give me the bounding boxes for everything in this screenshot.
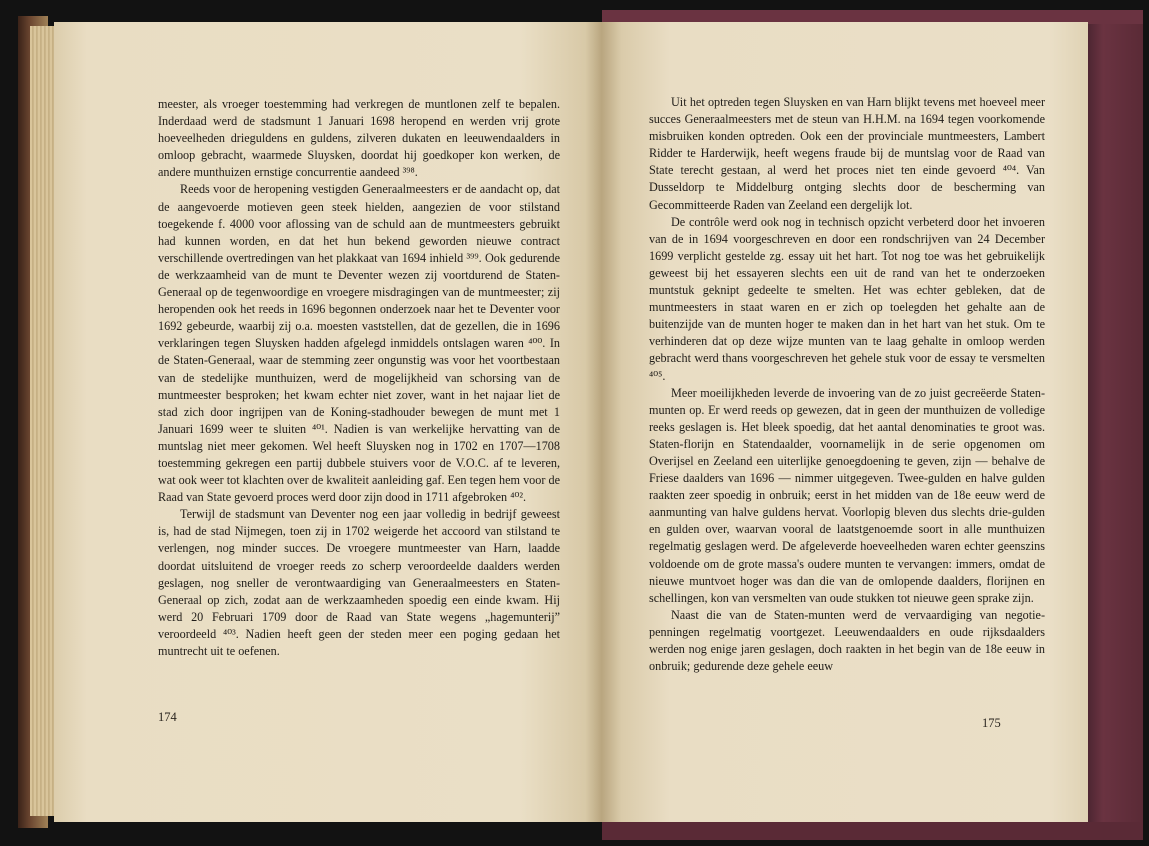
paragraph: Naast die van de Staten-munten werd de vervaardiging van negotie-penningen regelmatig voortgezet. Leeuwendaalders en oude rijksdaalders werden nog enige jaren geslagen, doch raakten in het begin van de 18e eeuw in onbruik; gedurende deze gehele eeuw bbox=[649, 607, 1045, 674]
left-page bbox=[54, 22, 602, 822]
left-page-text bbox=[158, 96, 560, 660]
paragraph: meester, als vroeger toestemming had verkregen de muntlonen zelf te bepalen. Inderdaad werd de stadsmunt 1 Januari 1698 heropend en werden vrij grote hoeveelheden drieguldens en guldens, zilveren dukaten en leeuwendaalders in omloop gebracht, waarmede Sluysken, doordat hij goedkoper kon werken, de andere munthuizen ernstige concurrentie aandeed ³⁹⁸. bbox=[158, 97, 560, 180]
paragraph: Meer moeilijkheden leverde de invoering van de zo juist gecreëerde Staten-munten op. Er werd reeds op gewezen, dat in geen der munthuizen de volledige reeks geslagen is. Het bleek spoedig, dat het aantal denominaties te groot was. Staten-florijn en Statendaalder, voornamelijk in de serie opgenomen om Overijsel en Zeeland een uiterlijke genoegdoening te geven, zijn — behalve de Friese daalders van 1696 — nimmer uitgegeven. Twee-gulden en halve gulden raakten zeer spoedig in onbruik; eerst in het midden van de 18e eeuw werd de aanmunting van halve guldens hervat. Voorlopig bleven dus slechts drie-gulden en gulden over, waarvan vooral de laatstgenoemde soort in alle munthuizen regelmatig geslagen werd. De afgeleverde hoeveelheden waren echter geenszins voldoende om de grote massa's oudere munten te vervangen: immers, omdat de nieuwe muntvoet hoger was dan die van de omlopende daalders, florijnen en schellingen, kon van versmelten van oude stukken tot nieuwe geen sprake zijn. bbox=[649, 385, 1045, 605]
paragraph: Uit het optreden tegen Sluysken en van Harn blijkt tevens met hoeveel meer succes Generaalmeesters met de steun van H.H.M. na 1694 tegen voorkomende misbruiken konden optreden. Ook een der provinciale muntmeesters, Lambert Ridder te Harderwijk, heeft wegens fraude bij de muntslag voor de Raad van State terecht gestaan, al werd het proces niet ten einde gevoerd ⁴⁰⁴. Van Dusseldorp te Middelburg ontging slechts door de bescherming van Gecommitteerde Raden van Zeeland een dergelijk lot. bbox=[649, 95, 1045, 212]
paragraph: Terwijl de stadsmunt van Deventer nog een jaar volledig in bedrijf geweest is, had de stad Nijmegen, toen zij in 1702 weigerde het accoord van stilstand te verlengen, nog minder succes. De vroegere muntmeester van Harn, laadde doordat uitsluitend de vroeger reeds zo scherp veroordeelde daalders werden geslagen, nog sneller de verontwaardiging van Generaalmeesters en Staten-Generaal op zich, zodat aan de werkzaamheden spoedig een einde kwam. Hij werd 20 Februari 1709 door de Raad van State wegens „hagemunterij” veroordeeld ⁴⁰³. Nadien heeft geen der steden meer een poging gedaan het muntrecht uit te oefenen. bbox=[158, 507, 560, 658]
book-cover-bottom bbox=[602, 822, 1143, 840]
page-number: 174 bbox=[158, 710, 177, 724]
page-number: 175 bbox=[982, 716, 1001, 730]
paragraph: De contrôle werd ook nog in technisch opzicht verbeterd door het invoeren van de in 1694 voorgeschreven en door een rondschrijven van 24 December 1699 verplicht gestelde zg. essay uit het hart. Tot nog toe was het gebruikelijk geweest bij het essayeren slechts een uit de rand van het te onderzoeken muntstuk geknipt gedeelte te smelten. Het was echter gebleken, dat de muntmeesters in staat waren en er zich op toelegden het gehalte aan de buitenzijde van de munten hoger te maken dan in het hart van het stuk. Om te verhinderen dat op deze wijze munten van te laag gehalte in omloop werden gebracht werd thans voorgeschreven het gehele stuk voor de essay te versmelten ⁴⁰⁵. bbox=[649, 214, 1045, 383]
right-page bbox=[602, 22, 1088, 822]
open-book bbox=[18, 10, 1143, 840]
right-page-text bbox=[649, 94, 1045, 675]
book-cover-right bbox=[1086, 10, 1143, 840]
paragraph: Reeds voor de heropening vestigden Generaalmeesters er de aandacht op, dat de aangevoerde motieven geen steek hielden, aangezien de voor stilstand toegekende f. 4000 voor aflossing van de schuld aan de muntmeesters gebruikt had kunnen worden, en dat het hun bekend geworden nieuwe contract verschillende overtredingen van het plakkaat van 1694 inhield ³⁹⁹. Ook gedurende de werkzaamheid van de munt te Deventer wezen zij voortdurend de Staten-Generaal op de tegenwoordige en vroegere misdragingen van de muntmeester; zij heropenden ook het reeds in 1696 begonnen onderzoek naar het te Deventer voor 1692 gebeurde, waarbij zij o.a. moesten vaststellen, dat de gezellen, die in 1696 verklaringen tegen Sluysken hadden afgelegd inmiddels ontslagen waren ⁴⁰⁰. In de Staten-Generaal, waar de stemming zeer ongunstig was voor het voortbestaan van de stedelijke munthuizen, werd de mogelijkheid van schorsing van de muntmeester besproken; het kwam echter niet zover, want in het najaar liet de stad zich door ingrijpen van de Koning-stadhouder bewegen de munt met 1 Januari 1699 weer te sluiten ⁴⁰¹. Nadien is van werkelijke hervatting van de muntslag niet meer gekomen. Wel heeft Sluysken nog in 1702 en 1707—1708 toestemming gekregen een partij dubbele stuivers voor de V.O.C. af te leveren, wat ook weer tot klachten over de kwaliteit aanleiding gaf. Een tegen hem voor de Raad van State gevoerd proces werd door zijn dood in 1711 afgebroken ⁴⁰². bbox=[158, 182, 560, 505]
